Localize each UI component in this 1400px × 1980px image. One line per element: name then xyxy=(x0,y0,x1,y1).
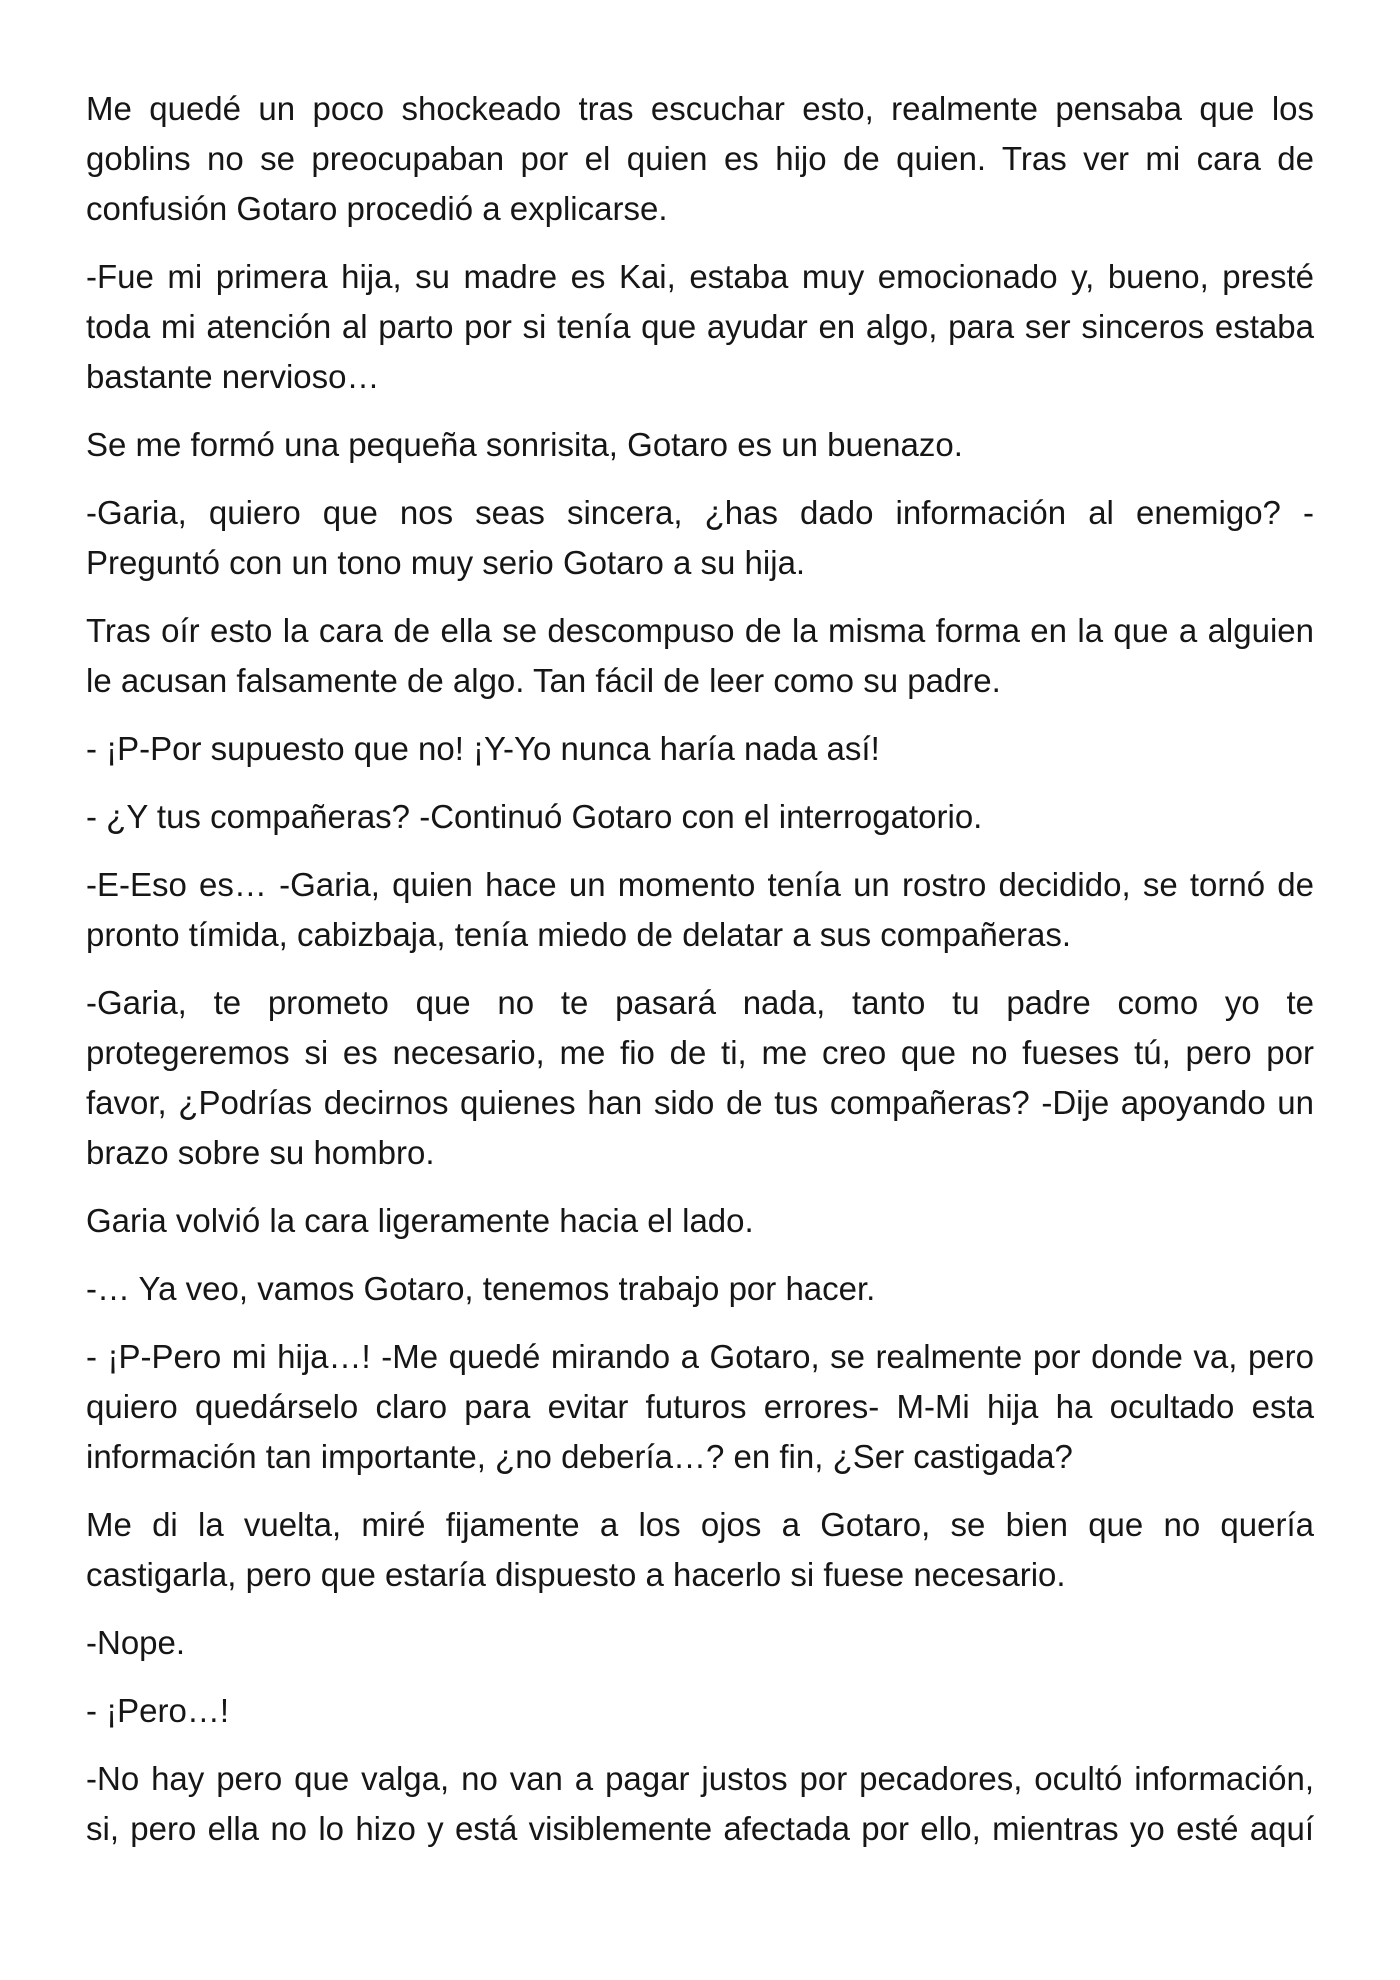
text-line: - ¡P-Pero mi hija…! -Me quedé mirando a Gotaro, se realmente por donde va, pero xyxy=(86,1338,1314,1375)
paragraph xyxy=(86,1332,1314,1482)
text-line: pronto tímida, cabizbaja, tenía miedo de delatar a sus compañeras. xyxy=(86,916,1072,953)
paragraph xyxy=(86,420,1314,470)
text-line: quiero quedárselo claro para evitar futuros errores- M-Mi hija ha ocultado esta xyxy=(86,1388,1314,1425)
text-line: confusión Gotaro procedió a explicarse. xyxy=(86,190,668,227)
paragraph xyxy=(86,724,1314,774)
paragraph xyxy=(86,792,1314,842)
paragraph xyxy=(86,1754,1314,1854)
text-line: favor, ¿Podrías decirnos quienes han sido de tus compañeras? -Dije apoyando un xyxy=(86,1084,1314,1121)
text-line: bastante nervioso… xyxy=(86,358,380,395)
paragraph xyxy=(86,1264,1314,1314)
text-line: protegeremos si es necesario, me fio de ti, me creo que no fueses tú, pero por xyxy=(86,1034,1314,1071)
text-line: Me di la vuelta, miré fijamente a los ojos a Gotaro, se bien que no quería xyxy=(86,1506,1314,1543)
text-line: -Nope. xyxy=(86,1624,186,1661)
text-line: -Fue mi primera hija, su madre es Kai, estaba muy emocionado y, bueno, presté xyxy=(86,258,1314,295)
text-line: - ¿Y tus compañeras? -Continuó Gotaro con el interrogatorio. xyxy=(86,798,983,835)
text-line: Preguntó con un tono muy serio Gotaro a su hija. xyxy=(86,544,806,581)
text-line: si, pero ella no lo hizo y está visiblemente afectada por ello, mientras yo esté aquí xyxy=(86,1810,1314,1847)
text-line: le acusan falsamente de algo. Tan fácil de leer como su padre. xyxy=(86,662,1001,699)
text-line: - ¡P-Por supuesto que no! ¡Y-Yo nunca haría nada así! xyxy=(86,730,880,767)
text-line: -E-Eso es… -Garia, quien hace un momento tenía un rostro decidido, se tornó de xyxy=(86,866,1314,903)
paragraph xyxy=(86,1618,1314,1668)
text-line: -Garia, quiero que nos seas sincera, ¿has dado información al enemigo? - xyxy=(86,494,1314,531)
paragraph xyxy=(86,1196,1314,1246)
paragraph xyxy=(86,978,1314,1178)
paragraph xyxy=(86,606,1314,706)
text-line: Garia volvió la cara ligeramente hacia el lado. xyxy=(86,1202,754,1239)
text-line: Tras oír esto la cara de ella se descompuso de la misma forma en la que a alguien xyxy=(86,612,1314,649)
text-line: - ¡Pero…! xyxy=(86,1692,230,1729)
body-text xyxy=(86,84,1314,1872)
paragraph xyxy=(86,252,1314,402)
text-line: toda mi atención al parto por si tenía que ayudar en algo, para ser sinceros estaba xyxy=(86,308,1314,345)
paragraph xyxy=(86,1686,1314,1736)
text-line: Me quedé un poco shockeado tras escuchar esto, realmente pensaba que los xyxy=(86,90,1314,127)
text-line: información tan importante, ¿no debería…? en fin, ¿Ser castigada? xyxy=(86,1438,1073,1475)
paragraph xyxy=(86,860,1314,960)
text-line: Se me formó una pequeña sonrisita, Gotaro es un buenazo. xyxy=(86,426,963,463)
text-line: -… Ya veo, vamos Gotaro, tenemos trabajo por hacer. xyxy=(86,1270,876,1307)
text-line: brazo sobre su hombro. xyxy=(86,1134,435,1171)
paragraph xyxy=(86,1500,1314,1600)
paragraph xyxy=(86,84,1314,234)
text-line: -Garia, te prometo que no te pasará nada, tanto tu padre como yo te xyxy=(86,984,1314,1021)
paragraph xyxy=(86,488,1314,588)
text-line: castigarla, pero que estaría dispuesto a hacerlo si fuese necesario. xyxy=(86,1556,1066,1593)
text-line: goblins no se preocupaban por el quien es hijo de quien. Tras ver mi cara de xyxy=(86,140,1314,177)
text-line: -No hay pero que valga, no van a pagar justos por pecadores, ocultó información, xyxy=(86,1760,1314,1797)
